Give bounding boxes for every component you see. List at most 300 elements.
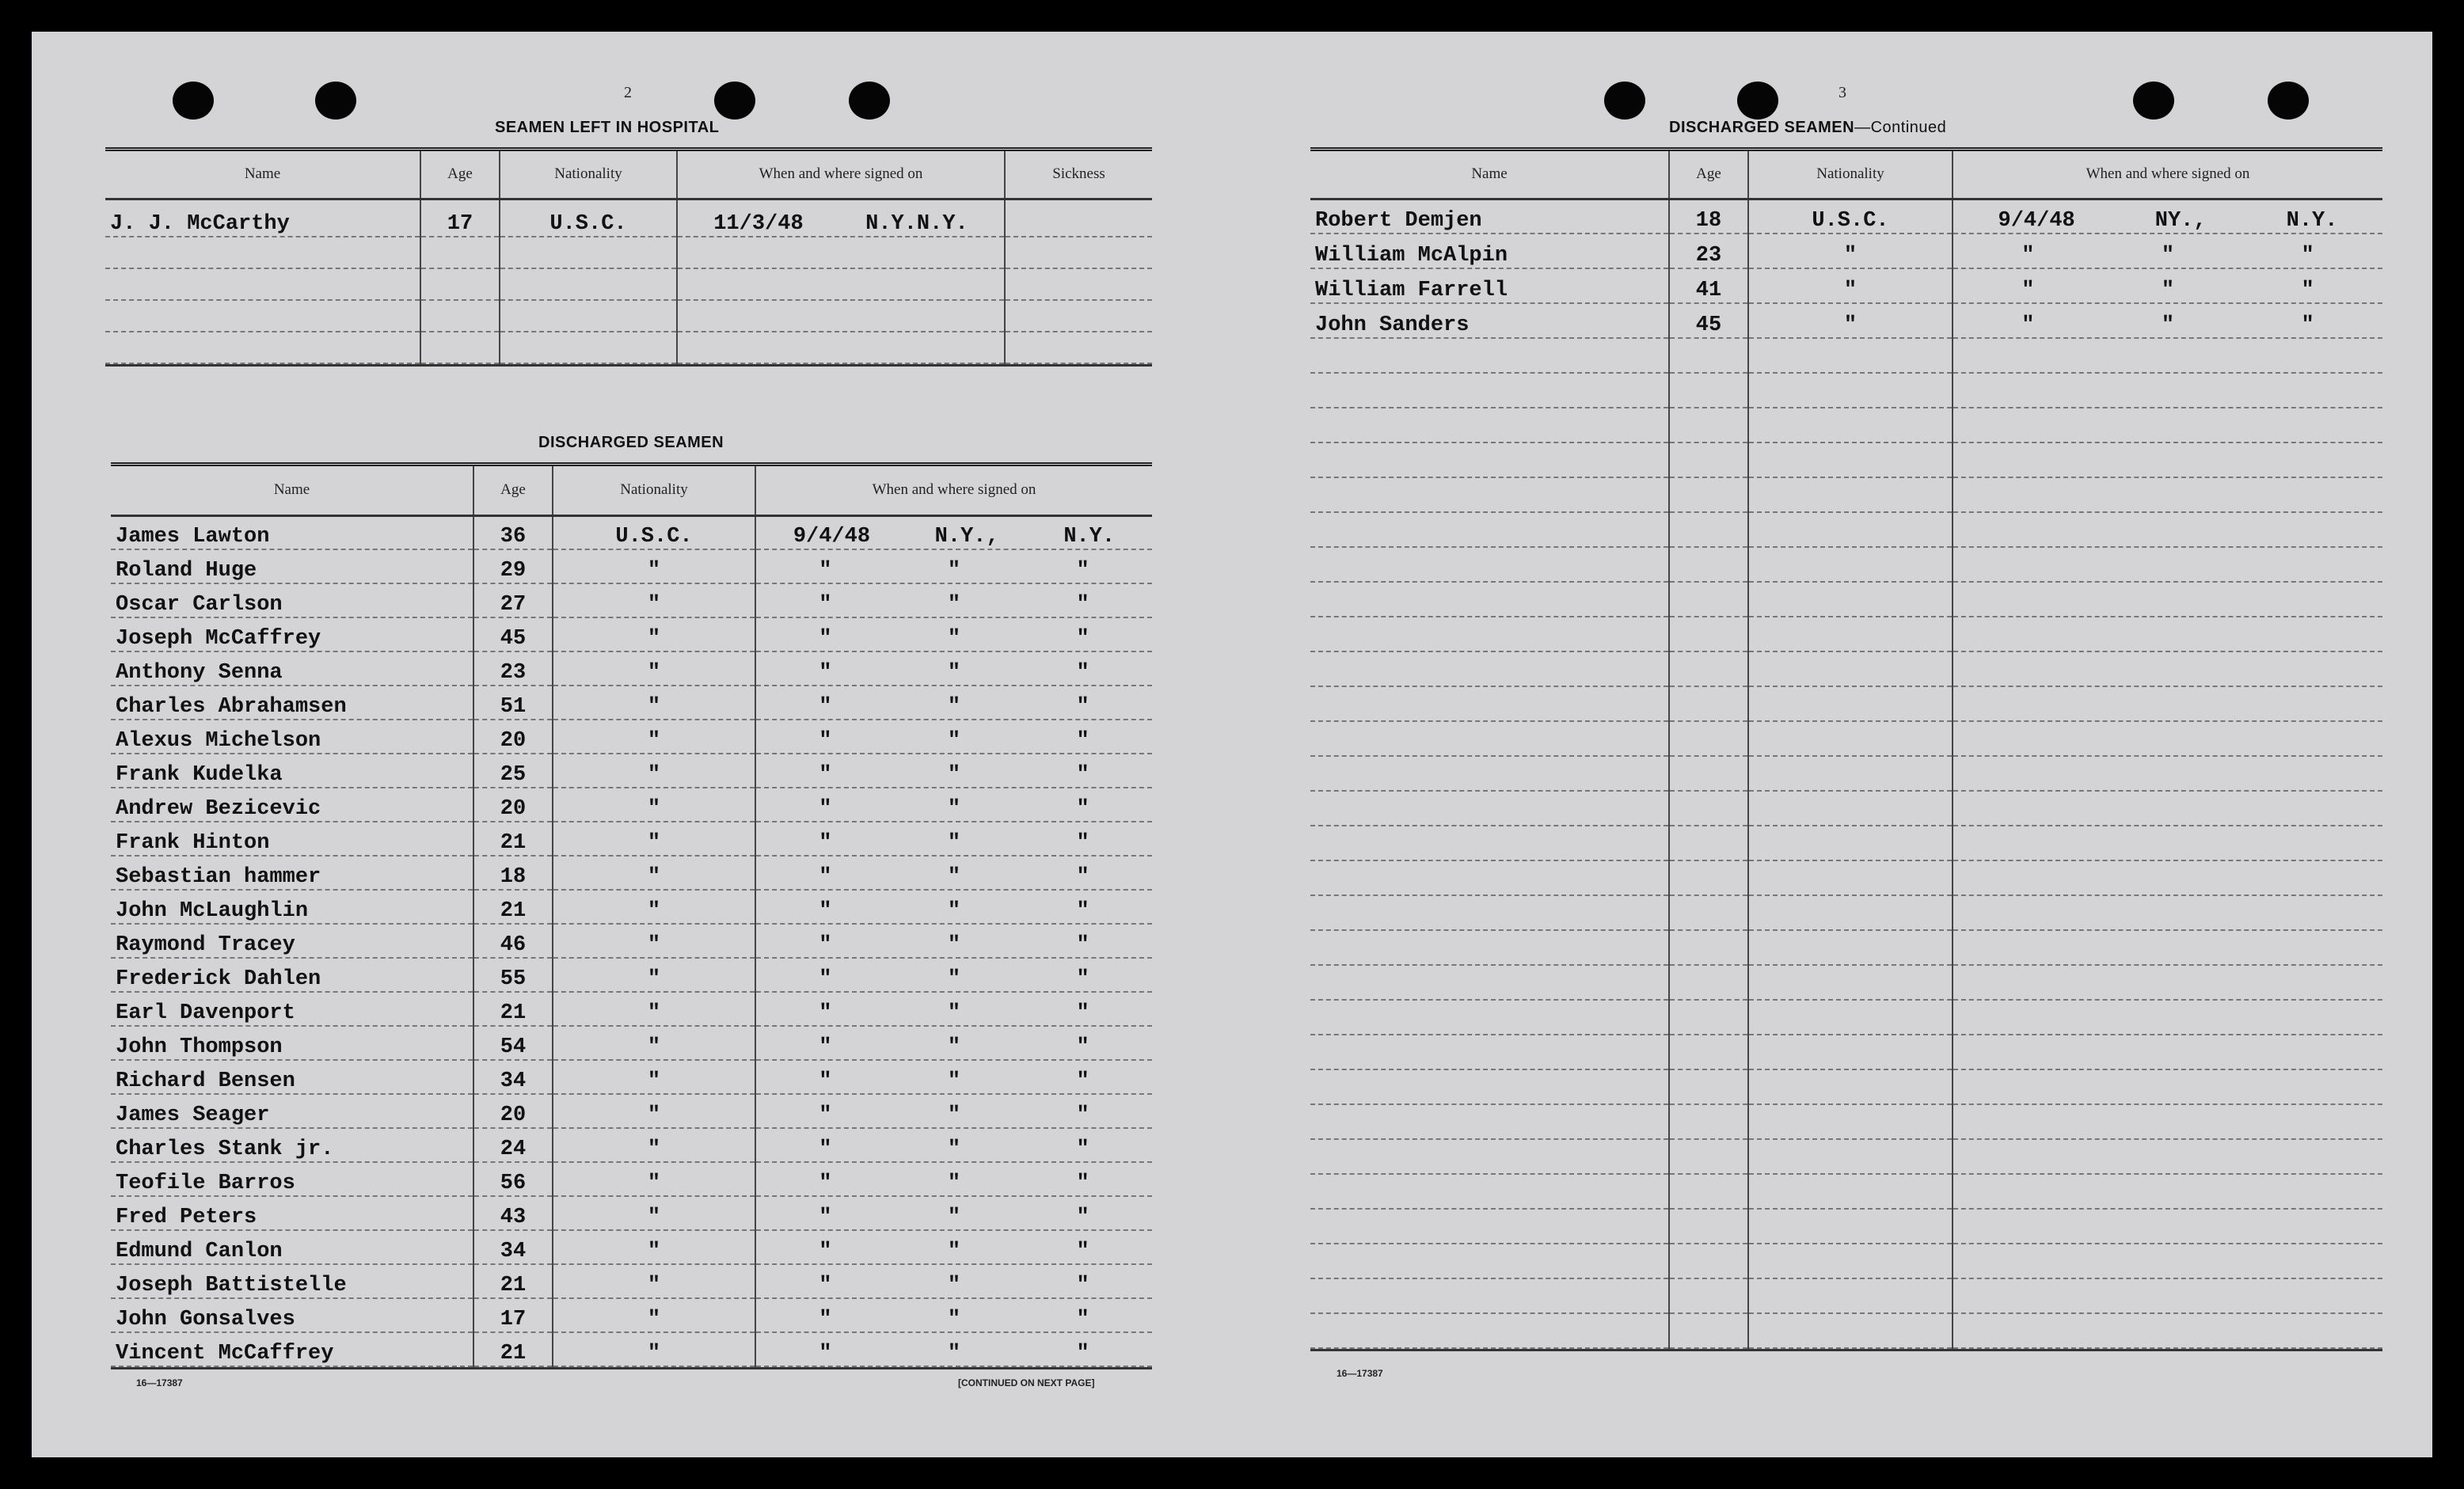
blank-row [1310,1244,2382,1278]
signed-on-cell [755,754,1152,788]
signed-on-cell [755,1060,1152,1094]
blank-cell [677,268,1005,300]
signed-on-cell [755,1128,1152,1162]
signed-on-state: " [1076,729,1089,753]
blank-cell [1748,373,1953,408]
blank-cell [1953,791,2382,826]
seaman-nationality: " [553,651,755,686]
signed-on-date: " [819,763,832,787]
signed-on-cell [755,1264,1152,1298]
hospital-header-nationality: Nationality [500,151,677,199]
seaman-nationality: U.S.C. [553,515,755,549]
blank-cell [1953,1244,2382,1278]
blank-cell [1669,617,1748,651]
blank-cell [1310,895,1669,930]
signed-on-state: " [1076,1103,1089,1127]
seaman-name: John Sanders [1310,303,1669,338]
blank-cell [1669,686,1748,721]
seaman-nationality: " [553,1298,755,1332]
signed-on-state: " [2301,244,2314,268]
signed-on-city: " [947,1274,961,1297]
seaman-name: James Seager [111,1094,473,1128]
signed-on-state: " [2301,313,2314,337]
blank-row [1310,1000,2382,1035]
table-row [111,1026,1152,1060]
table-row [111,515,1152,549]
signed-on-city: " [947,1172,961,1195]
seaman-nationality: " [553,992,755,1026]
blank-cell [1748,1174,1953,1209]
signed-on-state: N.Y. [1063,525,1116,549]
seaman-nationality: " [553,754,755,788]
signed-on-date: " [819,1172,832,1195]
seaman-age: 21 [473,1332,553,1366]
blank-cell [1748,895,1953,930]
seaman-age: 34 [473,1060,553,1094]
blank-cell [1748,1244,1953,1278]
blank-cell [1310,443,1669,477]
seaman-age: 54 [473,1026,553,1060]
discharged-table-body [111,515,1152,1366]
blank-row [1310,895,2382,930]
table-row [111,686,1152,720]
signed-on-state: " [1076,559,1089,583]
seaman-name: Sebastian hammer [111,856,473,890]
signed-on-city: " [947,797,961,821]
seaman-age: 17 [473,1298,553,1332]
signed-on-state: " [1076,661,1089,685]
signed-on-city: " [947,763,961,787]
signed-on-cell [755,856,1152,890]
signed-on-date: " [819,865,832,889]
signed-on-state: " [1076,1240,1089,1263]
seaman-name: William Farrell [1310,268,1669,303]
blank-cell [1310,1313,1669,1348]
signed-on-city: " [947,1138,961,1161]
blank-cell [1669,1244,1748,1278]
signed-on-city: " [947,559,961,583]
signed-on-city: " [947,1308,961,1331]
blank-cell [1748,617,1953,651]
blank-cell [1748,1139,1953,1174]
seaman-name: Fred Peters [111,1196,473,1230]
signed-on-state: " [2301,279,2314,302]
seaman-name: Earl Davenport [111,992,473,1026]
blank-row [1310,443,2382,477]
seaman-age: 46 [473,924,553,958]
blank-cell [1669,1174,1748,1209]
blank-cell [1748,686,1953,721]
seaman-nationality: " [553,924,755,958]
seaman-name: Anthony Senna [111,651,473,686]
document-sheet [32,32,2432,1457]
signed-on-city: " [947,865,961,889]
right-title-continued: —Continued [1854,119,1947,136]
signed-on-state: " [1076,1308,1089,1331]
signed-on-cell [755,958,1152,992]
blank-cell [1953,686,2382,721]
seaman-nationality: " [553,788,755,822]
table-row [111,1060,1152,1094]
signed-on-date: " [819,933,832,957]
signed-on-city: NY., [2154,209,2207,233]
blank-cell [1669,1000,1748,1035]
seaman-nationality: U.S.C. [500,199,677,237]
blank-cell [1953,443,2382,477]
signed-on-cell [755,515,1152,549]
seaman-nationality: " [1748,234,1953,268]
blank-cell [1310,408,1669,443]
blank-cell [1953,1000,2382,1035]
seaman-nationality: " [553,1332,755,1366]
signed-on-cell [755,992,1152,1026]
blank-cell [1953,1209,2382,1244]
table-row [111,1298,1152,1332]
blank-cell [420,237,500,268]
seaman-age: 21 [473,992,553,1026]
seaman-name: Roland Huge [111,549,473,583]
blank-cell [1310,373,1669,408]
signed-on-state: " [1076,899,1089,923]
signed-on-date: " [2021,313,2035,337]
signed-on-city: " [947,1206,961,1229]
signed-on-state: " [1076,1069,1089,1093]
signed-on-city: " [947,933,961,957]
seaman-age: 17 [420,199,500,237]
signed-on-date: " [819,1308,832,1331]
blank-cell [1669,965,1748,1000]
blank-row [1310,1035,2382,1069]
blank-cell [1005,332,1152,363]
blank-cell [1005,237,1152,268]
blank-row [1310,373,2382,408]
blank-cell [1310,686,1669,721]
seaman-nationality: " [553,890,755,924]
seaman-name: Edmund Canlon [111,1230,473,1264]
signed-on-state: " [1076,831,1089,855]
blank-row [1310,617,2382,651]
signed-on-state: " [1076,933,1089,957]
blank-cell [1669,651,1748,686]
seaman-age: 27 [473,583,553,617]
blank-cell [1669,860,1748,895]
signed-on-date: " [819,1035,832,1059]
table-row [111,583,1152,617]
blank-cell [1953,1174,2382,1209]
blank-row [105,237,1152,268]
signed-on-cell [755,1094,1152,1128]
signed-on-state: " [1076,1035,1089,1059]
blank-cell [1748,930,1953,965]
signed-on-state: " [1076,763,1089,787]
right-form-number: 16—17387 [1337,1368,1383,1379]
blank-cell [1953,547,2382,582]
blank-cell [1748,338,1953,373]
seaman-age: 20 [473,720,553,754]
punch-hole [315,82,356,120]
table-row [1310,268,2382,303]
signed-on-cell [1953,268,2382,303]
blank-cell [1310,582,1669,617]
signed-on-cell [755,1298,1152,1332]
blank-cell [1953,512,2382,547]
table-row [111,1264,1152,1298]
signed-on-state: N.Y. [2286,209,2338,233]
blank-cell [1669,1278,1748,1313]
blank-cell [1310,547,1669,582]
signed-on-date: " [819,1274,832,1297]
table-row [111,754,1152,788]
seaman-age: 23 [1669,234,1748,268]
seaman-name: Charles Abrahamsen [111,686,473,720]
signed-on-city: " [947,661,961,685]
blank-cell [1669,338,1748,373]
seaman-age: 23 [473,651,553,686]
seaman-nationality: " [553,720,755,754]
seaman-name: Joseph McCaffrey [111,617,473,651]
signed-on-state: " [1076,1172,1089,1195]
punch-hole [849,82,890,120]
signed-on-state: " [1076,695,1089,719]
blank-cell [1310,1278,1669,1313]
blank-cell [1953,651,2382,686]
right-header-signed-on: When and where signed on [1953,151,2382,199]
blank-cell [1310,860,1669,895]
blank-cell [105,237,420,268]
seaman-age: 43 [473,1196,553,1230]
blank-cell [1310,826,1669,860]
blank-cell [1953,338,2382,373]
seaman-nationality: " [553,822,755,856]
right-header-age: Age [1669,151,1748,199]
blank-cell [500,268,677,300]
blank-cell [1005,268,1152,300]
signed-on-state: " [1076,865,1089,889]
blank-cell [420,332,500,363]
blank-cell [1310,1174,1669,1209]
seaman-name: Robert Demjen [1310,199,1669,234]
blank-cell [1669,1139,1748,1174]
signed-on-city: " [2161,279,2175,302]
seaman-nationality: " [553,1026,755,1060]
blank-row [1310,1069,2382,1104]
blank-cell [1310,1139,1669,1174]
seaman-age: 36 [473,515,553,549]
seaman-nationality: U.S.C. [1748,199,1953,234]
blank-cell [1953,965,2382,1000]
table-row [111,651,1152,686]
blank-cell [1310,721,1669,756]
blank-cell [1953,1278,2382,1313]
table-row [1310,303,2382,338]
blank-row [1310,686,2382,721]
seaman-name: Teofile Barros [111,1162,473,1196]
left-page-number: 2 [624,84,632,101]
blank-cell [1669,1035,1748,1069]
blank-row [105,332,1152,363]
blank-cell [1669,791,1748,826]
seaman-age: 21 [473,822,553,856]
blank-cell [1005,300,1152,332]
table-row [1310,199,2382,234]
blank-row [1310,721,2382,756]
blank-row [105,268,1152,300]
blank-cell [1669,547,1748,582]
discharged-header-signed-on: When and where signed on [755,466,1152,515]
blank-cell [1669,443,1748,477]
blank-row [1310,408,2382,443]
signed-on-cell [755,1230,1152,1264]
seaman-age: 45 [473,617,553,651]
seaman-age: 21 [473,890,553,924]
seaman-name: Oscar Carlson [111,583,473,617]
seaman-age: 18 [473,856,553,890]
seaman-nationality: " [1748,303,1953,338]
seaman-nationality: " [553,686,755,720]
signed-on-date: " [819,1103,832,1127]
seaman-nationality: " [553,617,755,651]
signed-on-date: " [819,1138,832,1161]
blank-row [1310,860,2382,895]
blank-cell [1953,1069,2382,1104]
table-row [111,1230,1152,1264]
signed-on-cell [755,651,1152,686]
blank-row [1310,651,2382,686]
seaman-age: 41 [1669,268,1748,303]
blank-cell [500,300,677,332]
hospital-section-title: SEAMEN LEFT IN HOSPITAL [495,119,720,136]
signed-on-state: " [1076,967,1089,991]
blank-cell [1953,860,2382,895]
blank-cell [1953,756,2382,791]
seaman-age: 29 [473,549,553,583]
blank-cell [1953,1035,2382,1069]
signed-on-city: " [947,593,961,617]
signed-on-cell [1953,199,2382,234]
seaman-nationality: " [553,1230,755,1264]
seaman-name: Frank Kudelka [111,754,473,788]
blank-cell [1310,1000,1669,1035]
signed-on-state: " [1076,1206,1089,1229]
blank-cell [1669,1069,1748,1104]
blank-row [1310,1139,2382,1174]
table-row [111,992,1152,1026]
blank-cell [105,332,420,363]
right-section-title [1669,119,1946,137]
seaman-nationality: " [553,1196,755,1230]
signed-on-city: " [2161,313,2175,337]
blank-cell [677,332,1005,363]
punch-hole [714,82,755,120]
blank-cell [1953,408,2382,443]
signed-on-city: " [947,695,961,719]
signed-on-city: " [947,1035,961,1059]
table-row [111,617,1152,651]
blank-cell [1310,1035,1669,1069]
table-row [111,822,1152,856]
blank-cell [1748,1035,1953,1069]
table-row [111,1162,1152,1196]
seaman-age: 20 [473,788,553,822]
discharged-section-title: DISCHARGED SEAMEN [538,434,724,451]
seaman-nationality: " [553,856,755,890]
punch-hole [1737,82,1778,120]
signed-on-cell [1953,303,2382,338]
blank-row [1310,1209,2382,1244]
seaman-sickness [1005,199,1152,237]
seaman-name: Joseph Battistelle [111,1264,473,1298]
right-header-nationality: Nationality [1748,151,1953,199]
blank-row [1310,826,2382,860]
signed-on-date: " [819,1001,832,1025]
table-row [111,788,1152,822]
signed-on-date: " [819,797,832,821]
seaman-age: 20 [473,1094,553,1128]
signed-on-cell [755,1332,1152,1366]
blank-cell [105,268,420,300]
blank-cell [420,300,500,332]
signed-on-state: " [1076,1274,1089,1297]
blank-cell [1669,1104,1748,1139]
signed-on-date: " [819,899,832,923]
blank-row [1310,547,2382,582]
table-row [111,1094,1152,1128]
blank-cell [1669,1313,1748,1348]
seaman-age: 55 [473,958,553,992]
blank-row [1310,1278,2382,1313]
signed-on-city: " [947,1103,961,1127]
blank-row [1310,338,2382,373]
signed-on-date: " [819,559,832,583]
blank-cell [1953,582,2382,617]
discharged-header-age: Age [473,466,553,515]
blank-row [1310,756,2382,791]
table-row [1310,234,2382,268]
blank-cell [1310,965,1669,1000]
blank-cell [1669,895,1748,930]
blank-row [1310,477,2382,512]
blank-cell [1310,1104,1669,1139]
signed-on-date: " [819,1240,832,1263]
table-row [111,958,1152,992]
blank-cell [1953,1139,2382,1174]
signed-on-cell [755,686,1152,720]
seaman-nationality: " [553,583,755,617]
seaman-name: James Lawton [111,515,473,549]
seaman-nationality: " [553,549,755,583]
blank-cell [420,268,500,300]
signed-on-city: " [947,1001,961,1025]
blank-cell [1310,756,1669,791]
blank-cell [500,237,677,268]
blank-row [1310,1104,2382,1139]
signed-on-date: " [2021,244,2035,268]
blank-cell [1748,721,1953,756]
table-row [111,924,1152,958]
blank-cell [1310,651,1669,686]
seaman-nationality: " [553,1162,755,1196]
blank-cell [1748,826,1953,860]
signed-on-cell [755,822,1152,856]
punch-hole [2268,82,2309,120]
seaman-name: Richard Bensen [111,1060,473,1094]
left-form-number: 16—17387 [136,1377,183,1388]
signed-on-cell [1953,234,2382,268]
blank-row [1310,791,2382,826]
signed-on-cell [755,788,1152,822]
signed-on-state: " [1076,1001,1089,1025]
signed-on-city: " [947,899,961,923]
